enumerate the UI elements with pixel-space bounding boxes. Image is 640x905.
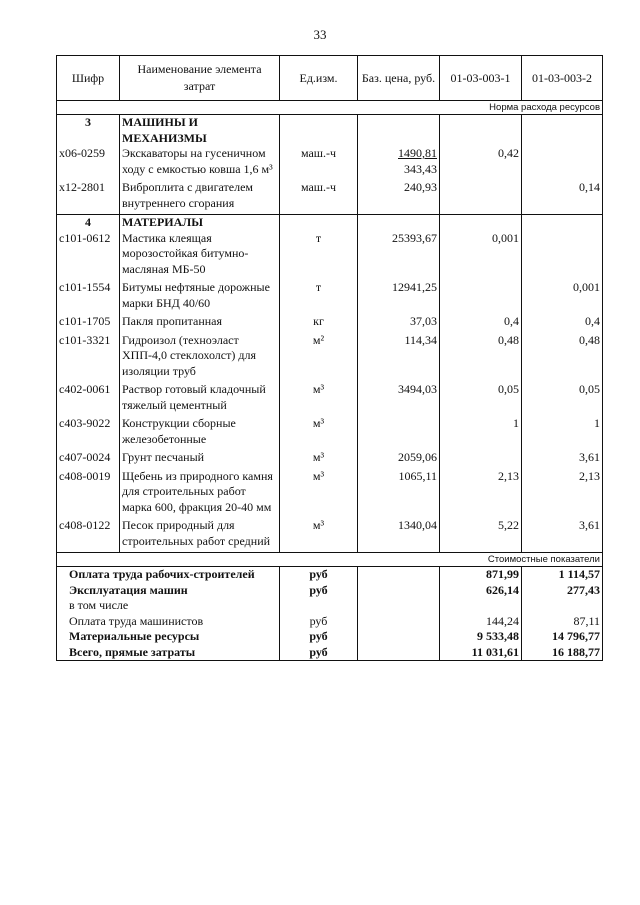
resource-row [57, 416, 603, 447]
section-number: 3 [57, 115, 120, 147]
norm-value-col2: 0,48 [522, 333, 603, 380]
base-price: 1490,81 [398, 146, 437, 160]
header-col1: 01-03-003-1 [440, 56, 522, 101]
base-price: 37,03 [410, 314, 437, 328]
base-price: 1065,11 [398, 468, 437, 483]
empty-cell [280, 115, 358, 147]
resource-row [57, 518, 603, 549]
resource-code: с101-1554 [57, 280, 120, 311]
resource-unit: м² [280, 333, 358, 380]
summary-label: Эксплуатация машин [57, 583, 280, 599]
summary-unit: руб [280, 583, 358, 599]
resource-price [358, 333, 440, 380]
summary-value-col2: 1 114,57 [522, 567, 603, 583]
summary-row [57, 629, 603, 645]
resource-code: с402-0061 [57, 382, 120, 413]
base-price: 2059,06 [398, 450, 437, 464]
resource-price [358, 314, 440, 330]
summary-label: в том числе [57, 598, 280, 614]
resource-row [57, 333, 603, 380]
resource-name: Щебень из природного камня для строительных работ марка 600, фракция 20-40 мм [120, 469, 280, 516]
summary-value-col2 [522, 598, 603, 614]
band-cost: Стоимостные показатели [57, 553, 603, 567]
resource-name: Виброплита с двигателем внутреннего сгорания [120, 180, 280, 211]
resource-code: х12-2801 [57, 180, 120, 211]
resource-price [358, 280, 440, 311]
resource-name: Экскаваторы на гусеничном ходу с емкостью ковша 1,6 м³ [120, 146, 280, 177]
section-number: 4 [57, 215, 120, 231]
resource-code: с101-0612 [57, 231, 120, 278]
summary-price-empty [358, 629, 440, 645]
norm-value-col2: 0,05 [522, 382, 603, 413]
resource-code: с407-0024 [57, 450, 120, 466]
resource-unit: м³ [280, 469, 358, 516]
summary-value-col2: 14 796,77 [522, 629, 603, 645]
resource-code: с101-1705 [57, 314, 120, 330]
resource-name: Битумы нефтяные дорожные марки БНД 40/60 [120, 280, 280, 311]
norm-value-col2: 0,001 [522, 280, 603, 311]
norm-value-col2 [522, 146, 603, 177]
summary-value-col1 [440, 598, 522, 614]
summary-value-col2: 277,43 [522, 583, 603, 599]
resource-row [57, 180, 603, 211]
resource-unit: маш.-ч [280, 146, 358, 177]
norm-value-col1: 0,4 [440, 314, 522, 330]
base-price: 114,34 [404, 332, 437, 347]
norm-value-col1: 0,42 [440, 146, 522, 177]
header-price: Баз. цена, руб. [358, 56, 440, 101]
resource-code: х06-0259 [57, 146, 120, 177]
norm-value-col1: 2,13 [440, 469, 522, 516]
resource-unit: т [280, 231, 358, 278]
resource-name: Пакля пропитанная [120, 314, 280, 330]
resource-row [57, 280, 603, 311]
resource-row [57, 231, 603, 278]
resource-unit: м³ [280, 518, 358, 549]
resource-unit: маш.-ч [280, 180, 358, 211]
norm-value-col1: 1 [440, 416, 522, 447]
summary-row [57, 614, 603, 630]
table-header-row [57, 56, 603, 101]
summary-label: Материальные ресурсы [57, 629, 280, 645]
resource-code: с101-3321 [57, 333, 120, 380]
resource-name: Конструкции сборные железобетонные [120, 416, 280, 447]
norm-body [57, 101, 603, 553]
section-header-row [57, 115, 603, 147]
empty-cell [522, 115, 603, 147]
resource-price [358, 450, 440, 466]
resource-price [358, 231, 440, 278]
empty-cell [522, 215, 603, 231]
summary-label: Оплата труда рабочих-строителей [57, 567, 280, 583]
resource-name: Мастика клеящая морозостойкая битумно-масляная МБ-50 [120, 231, 280, 278]
norm-value-col2: 2,13 [522, 469, 603, 516]
summary-price-empty [358, 598, 440, 614]
norm-value-col2: 0,14 [522, 180, 603, 211]
norm-value-col2 [522, 231, 603, 278]
summary-price-empty [358, 583, 440, 599]
header-code: Шифр [57, 56, 120, 101]
norm-value-col1 [440, 450, 522, 466]
base-price: 25393,67 [392, 230, 437, 245]
summary-price-empty [358, 567, 440, 583]
summary-unit: руб [280, 614, 358, 630]
resource-price [358, 518, 440, 549]
norm-value-col2: 3,61 [522, 518, 603, 549]
summary-value-col1: 144,24 [440, 614, 522, 630]
summary-row [57, 567, 603, 583]
page-number: 33 [313, 27, 327, 42]
summary-row [57, 645, 603, 661]
header-name: Наименование элемента затрат [120, 56, 280, 101]
norm-value-col1: 5,22 [440, 518, 522, 549]
section-title: МАТЕРИАЛЫ [120, 215, 280, 231]
band-norm-row [57, 101, 603, 115]
summary-price-empty [358, 614, 440, 630]
summary-unit: руб [280, 645, 358, 661]
resource-price [358, 180, 440, 211]
summary-value-col1: 626,14 [440, 583, 522, 599]
norm-value-col1: 0,05 [440, 382, 522, 413]
summary-value-col2: 16 188,77 [522, 645, 603, 661]
summary-row [57, 598, 603, 614]
resource-row [57, 146, 603, 177]
resource-price [358, 469, 440, 516]
resource-unit: м³ [280, 382, 358, 413]
norm-value-col1 [440, 280, 522, 311]
resource-code: с403-9022 [57, 416, 120, 447]
summary-unit: руб [280, 567, 358, 583]
summary-value-col1: 9 533,48 [440, 629, 522, 645]
norm-value-col2: 1 [522, 416, 603, 447]
base-price: 3494,03 [398, 382, 437, 396]
empty-cell [358, 215, 440, 231]
resource-price [358, 416, 440, 447]
norm-value-col2: 3,61 [522, 450, 603, 466]
band-norm: Норма расхода ресурсов [57, 101, 603, 115]
resource-name: Гидроизол (техноэласт ХПП-4,0 стеклохолст) для изоляции труб [120, 333, 280, 380]
resource-code: с408-0019 [57, 469, 120, 516]
norm-value-col1 [440, 180, 522, 211]
header-unit: Ед.изм. [280, 56, 358, 101]
resource-price [358, 146, 440, 177]
summary-value-col2: 87,11 [522, 614, 603, 630]
norm-value-col1: 0,001 [440, 231, 522, 278]
empty-cell [280, 215, 358, 231]
summary-value-col1: 11 031,61 [440, 645, 522, 661]
summary-unit [280, 598, 358, 614]
resource-row [57, 469, 603, 516]
resource-code: с408-0122 [57, 518, 120, 549]
summary-row [57, 583, 603, 599]
section-title: МАШИНЫ И МЕХАНИЗМЫ [120, 115, 280, 147]
empty-cell [440, 215, 522, 231]
summary-label: Оплата труда машинистов [57, 614, 280, 630]
summary-body [57, 553, 603, 661]
band-cost-row [57, 553, 603, 567]
base-price: 1340,04 [398, 518, 437, 532]
summary-label: Всего, прямые затраты [57, 645, 280, 661]
base-price: 240,93 [404, 180, 437, 194]
resource-unit: м³ [280, 450, 358, 466]
resource-name: Раствор готовый кладочный тяжелый цементный [120, 382, 280, 413]
resource-name: Грунт песчаный [120, 450, 280, 466]
resource-unit: м³ [280, 416, 358, 447]
header-col2: 01-03-003-2 [522, 56, 603, 101]
resource-row [57, 450, 603, 466]
resource-price [358, 382, 440, 413]
summary-value-col1: 871,99 [440, 567, 522, 583]
resource-norms-table [56, 55, 603, 661]
base-price: 12941,25 [392, 280, 437, 294]
empty-cell [440, 115, 522, 147]
base-price-secondary: 343,43 [404, 161, 437, 176]
summary-price-empty [358, 645, 440, 661]
norm-value-col2: 0,4 [522, 314, 603, 330]
summary-unit: руб [280, 629, 358, 645]
resource-row [57, 314, 603, 330]
norm-value-col1: 0,48 [440, 333, 522, 380]
resource-name: Песок природный для строительных работ средний [120, 518, 280, 549]
resource-row [57, 382, 603, 413]
resource-unit: кг [280, 314, 358, 330]
section-header-row [57, 215, 603, 231]
empty-cell [358, 115, 440, 147]
resource-unit: т [280, 280, 358, 311]
